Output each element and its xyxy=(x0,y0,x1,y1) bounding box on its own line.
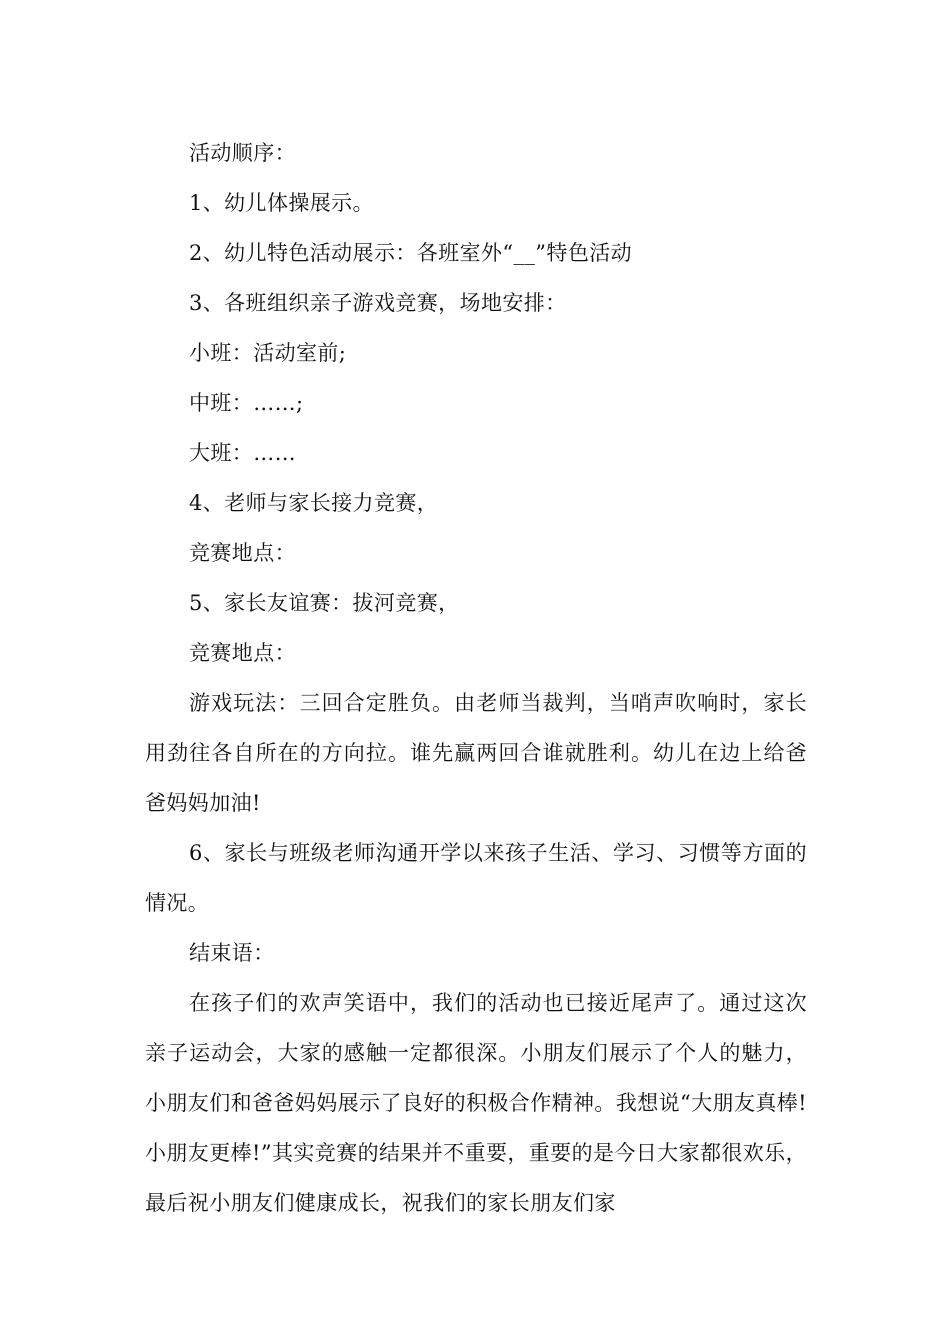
paragraph-small-class: 小班：活动室前; xyxy=(189,341,347,365)
paragraph-closing-text: 在孩子们的欢声笑语中，我们的活动也已接近尾声了。通过这次亲子运动会，大家的感触一定都很深。小朋友们展示了个人的魅力，小朋友们和爸爸妈妈展示了良好的积极合作精神。我想说“大朋友真棒!小朋友更棒!”其实竞赛的结果并不重要，重要的是今日大家都很欢乐，最后祝小朋友们健康成长，祝我们的家长朋友们家 xyxy=(145,991,807,1215)
paragraph-venue-1: 竞赛地点： xyxy=(189,541,296,565)
paragraph-item-4: 4、老师与家长接力竞赛， xyxy=(189,491,439,515)
paragraph-item-2: 2、幼儿特色活动展示：各班室外“__”特色活动 xyxy=(189,241,633,265)
paragraph-item-3: 3、各班组织亲子游戏竞赛，场地安排： xyxy=(189,291,567,315)
paragraph-closing-heading: 结束语： xyxy=(189,941,275,965)
paragraph-game-rules: 游戏玩法：三回合定胜负。由老师当裁判，当哨声吹响时，家长用劲往各自所在的方向拉。谁先赢两回合谁就胜利。幼儿在边上给爸爸妈妈加油! xyxy=(145,691,807,815)
paragraph-big-class: 大班：…… xyxy=(189,441,296,465)
paragraph-item-1: 1、幼儿体操展示。 xyxy=(189,191,374,215)
document-body xyxy=(145,128,807,1228)
paragraph-item-5: 5、家长友谊赛：拔河竞赛， xyxy=(189,591,460,615)
paragraph-item-6: 6、家长与班级老师沟通开学以来孩子生活、学习、习惯等方面的情况。 xyxy=(145,841,807,915)
paragraph-middle-class: 中班：……; xyxy=(189,391,304,415)
paragraph-venue-2: 竞赛地点： xyxy=(189,641,296,665)
paragraph-activity-order-heading: 活动顺序： xyxy=(189,141,296,165)
